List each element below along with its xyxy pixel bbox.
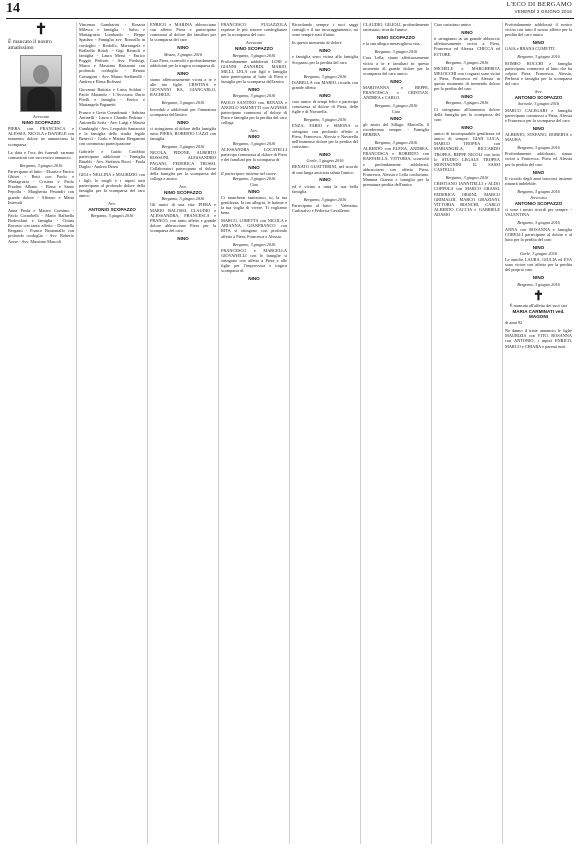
notice-text: Ricordando sempre i tuoi saggi consigli e il tuo incoraggiamento, mi sono sempre stati d'aiuto. xyxy=(292,22,358,38)
deceased-name: NINO xyxy=(177,45,189,51)
obituary-columns xyxy=(6,22,574,844)
notice-text: Le amiche LAURA, GIULIA ed EVA sono vicine con affetto per la perdita del proprio caro xyxy=(505,257,572,273)
deceased-name: NINO xyxy=(319,67,331,73)
deceased-name: NINO xyxy=(319,92,331,98)
notice-text: Ciao carissimo amico xyxy=(434,22,472,27)
deceased-name: NINO xyxy=(390,115,402,121)
notice-line: È mancata all'affetto dei suoi cari xyxy=(509,302,568,308)
notice-text: MICHELE e MARGHERITA MELOCCHI con i ragazzi sono vicini a Piera, Francesca ed Alessia in questo momento di tremendo dolore per la perdita del caro xyxy=(434,65,500,92)
notice-date: Mozzo, 3 giugno 2016 xyxy=(163,51,203,57)
deceased-name: NINO xyxy=(177,236,189,242)
notice-date: Bergamo, 3 giugno 2016 xyxy=(161,100,205,106)
notice-text: Profondamente addolorati, siamo vicini a Francesca, Piera ed Alessia per la perdita del caro xyxy=(505,151,572,167)
notice-date: Bergamo, 3 giugno 2016 xyxy=(445,59,489,65)
notice-text: In questo momento di dolore xyxy=(292,40,342,46)
deceased-name: NINO xyxy=(319,177,331,183)
notice-date: Bergamo, 3 giugno 2016 xyxy=(517,145,560,151)
column-5 xyxy=(290,22,361,844)
notice-date: Bergamo, 3 giugno 2016 xyxy=(303,73,347,79)
column-8 xyxy=(503,22,574,844)
publication-date: VENERDÌ 3 GIUGNO 2016 xyxy=(514,9,572,14)
notice-text: Anna Preda e Matteo Cornimo - Paolo Cornobelli - Mario Raffaella Bodeschini e famiglia - Chiara Ravasio con tanto affetto - Donatella Bergami - Franco Beatoniallo con profondo cordoglio - Avv. Roberto Arese - Avv. Massimo Mascoli xyxy=(8,207,74,244)
notice-text: NICOLA, PIDONE, ALBERTO ROSSONI, ALESSANDRO PAGANI, FEDERICA TROSSI. Collaboratori partecipano al dolore della famiglia per la scomparsa del collega e amico xyxy=(150,150,216,182)
notice-text: La data e l'ora dei funerali saranno comunicati con successivo annuncio. xyxy=(8,149,74,160)
notice-text: ed è vicino a tutta la sua bella famiglia. xyxy=(292,183,358,194)
notice-date: Bergamo, 3 giugno 2016 xyxy=(161,144,205,150)
notice-line: Avv. xyxy=(108,200,116,206)
notice-date: Bergamo, 3 giugno 2016 xyxy=(374,49,418,55)
notice-text: Partecipano al lutto: - Valentina, Carlosalvo e Federica Cavallerini xyxy=(292,202,358,214)
announcement-heading: È mancato il nostro amatissimo xyxy=(8,39,52,52)
notice-text: ci stringiamo al dolore della famiglia tutta. PIERA, ROBERTO CAZZI con famiglia. xyxy=(150,125,216,142)
notice-text: Giovanni Battista e Luisa Soldati - Paolo Marando - L'Avvocato Dario Pirelli e famiglia - Enrico e Mariangela Paganetti xyxy=(79,86,145,108)
notice-text: Cara Piera, sconvolti e profondamente addolorati per la tragica scomparsa di xyxy=(150,57,216,68)
deceased-name: NINO SCOPAZZO xyxy=(164,190,202,196)
page-header xyxy=(0,0,580,18)
deceased-name: NINO xyxy=(461,94,473,100)
deceased-name: NINO xyxy=(390,78,402,84)
notice-date: Bergamo, 3 giugno 2016 xyxy=(517,188,560,194)
notice-text: MARCO, LORETTA con NICOLA e ARIANNA, GIANFRANCO con RITA si stringono con profondo affetto a Piera, Francesca e Alessia. xyxy=(221,218,287,239)
portrait-photo xyxy=(20,55,62,112)
notice-line: Avv. xyxy=(534,89,543,95)
notice-date: Bergamo, 3 giugno 2016 xyxy=(90,213,134,219)
column-3 xyxy=(148,22,219,844)
notice-text: ALESSANDRA LOCATELLI partecipa commossa al dolore di Piera e dei familiari per la scomparsa di xyxy=(221,146,287,162)
column-7 xyxy=(432,22,503,844)
deceased-name: ANTONIO SCOPAZZO xyxy=(88,207,136,213)
deceased-name: NINO xyxy=(532,169,545,175)
deceased-name: NINO xyxy=(461,29,473,35)
deceased-name: NINO SCOPAZZO xyxy=(22,119,60,125)
notice-date: Bergamo, 3 giugno 2016 xyxy=(303,117,347,123)
notice-text: GAIA e BRANA CUMETTI. xyxy=(505,46,556,52)
notice-text: caro amico di tempi felici e partecipa commossa al dolore di Piera, delle figlie e di Nuvarella. xyxy=(292,99,358,115)
notice-text: FRANCESCO e MARCELLA GIOVANELLI con le famiglie si stringono con affetto a Piera e alle figlie per l'improvvisa e tragica scomparsa di xyxy=(221,247,287,274)
notice-date: Bergamo, 3 giugno 2016 xyxy=(232,176,276,182)
page-number: 14 xyxy=(6,1,20,16)
notice-text: CLAUDIO, GILIOLI, profondamente rattristato, ricorda l'amico xyxy=(363,22,429,33)
notice-date: Bergamo, 3 giugno 2016 xyxy=(445,100,489,106)
notice-date: Bergamo, 3 giugno 2016 xyxy=(517,281,560,287)
notice-date: Sorisole, 3 giugno 2016 xyxy=(517,101,560,107)
notice-text: Il ricordo degli anni trascorsi insieme rimarrà indelebile. xyxy=(505,175,572,186)
deceased-name: NINO xyxy=(461,124,473,130)
notice-quote: Il partecipare insieme nel cuore. xyxy=(221,171,277,177)
notice-date: Bergamo, 3 giugno 2016 xyxy=(232,241,276,247)
deceased-name: MARIA CARMINATI ved. MAGONI xyxy=(512,308,565,319)
notice-line: Avv. xyxy=(250,128,258,134)
notice-text: Ci stringiamo all'immenso dolore della famiglia per la scomparsa del caro xyxy=(434,106,500,122)
notice-line: Avv. xyxy=(179,184,187,189)
notice-text: e famiglia sono vicina alla famiglia Scopazzo per la perdita del caro xyxy=(292,54,358,65)
notice-text: Ci mancherai tantissimo, tu, la tua gentilezza, la tua allegria, le battute e la tua voglia di vivere. Ti vogliamo bene. xyxy=(221,194,287,216)
deceased-name: NINO xyxy=(532,275,545,281)
notice-text: Gabriele e Guido Carobbio partecipano addolorati - Famiglia Rinaldi - Avv. Stefania Rossi - Paola Daglio - Andrea Deiza xyxy=(79,148,145,170)
notice-text: Partecipano al lutto: - Elsaria e Enrico Ghisei - Betti con Paolo e Mariagrazia - Cristina e Paolo Praolini Albano - Elena e Santo Pepolla - Margherita Pesandri con grande dolore - Alfonso e Maria Intersoli xyxy=(8,168,74,205)
column-4 xyxy=(219,22,290,844)
notice-date: Gorle, 3 giugno 2016 xyxy=(520,250,557,256)
notice-text: MARIVANNA e BEPPE, FRANCESCA e CRISTIAN, ANDREA e CARLO. xyxy=(363,84,429,101)
notice-text: PAOLO SANTINO con RENATA e ANGELO MAINETTI con AGNESE partecipano commossi al dolore di Piera e famiglia per la perdita del caro collega xyxy=(221,99,287,126)
notice-text: GIGI e NELLINA e MAURIZIO con i figli, le mogli e i nipoti tutti partecipano al profondo dolore della famiglia per la scomparsa del caro amico xyxy=(79,172,145,199)
cross-icon: ✝ xyxy=(533,287,544,303)
notice-text: Profondamente addolorati LORI e GIANNI ZANARDI, MARIO, MILLI, LELA con figli e famiglia tutta partecipano al lutto di Piera e famiglia per la scomparsa dell'amico xyxy=(221,58,287,85)
notice-line: Avvocato xyxy=(32,113,50,119)
deceased-name: NINO xyxy=(248,276,260,282)
notice-text: Gli amici di una vita: PIERA e MARIO BALOSSI, CLAUDIO e ALESSANDRA, FRANCESCA e FRANCO, con tanto affetto e grande dolore abbracciano Piera per la scomparsa del caro xyxy=(150,202,216,234)
notice-text: di anni 92 xyxy=(505,320,523,326)
notice-text: ANNA con ROSANNA e famiglia CORELLI partecipano al dolore e al lutto per la perdita del caro xyxy=(505,226,572,242)
deceased-name: ANTONIO SCOPAZZO xyxy=(514,95,563,101)
notice-text: PIERA con FRANCESCA e ALESSIA, NICOLA e DANIELE con immenso dolore ne annunciano la scomparsa. xyxy=(8,126,74,147)
notice-text: siamo affettuosamente vicini a te e alle tue figlie. CRISTINA e GIOVANNI BA, GIANCARLO, RACHELE. xyxy=(150,77,216,98)
notice-text: FRANCESCO FUGAZZOLA esprime le più sincere condoglianze per la scomparsa del caro xyxy=(221,22,287,38)
deceased-name: ANTONIO SCOPAZZO xyxy=(514,201,563,207)
notice-text: Ne danno il triste annuncio le figlie MAURIZIA con VITO, ROSANNA con ANTONIO, i nipoti ENRICO, MARCO e CHIARA e parenti tutti. xyxy=(505,328,572,349)
deceased-name: NINO xyxy=(177,119,189,125)
notice-line: Ciao xyxy=(391,109,401,115)
notice-text: ENRICO e MARINA abbracciano con affetto Piera e partecipano commossi al dolore dei familiari per la scomparsa del caro xyxy=(150,22,216,43)
notice-line: Avvocato xyxy=(530,194,547,200)
header-rule xyxy=(6,18,574,19)
notice-date: Bergamo, 3 giugno 2016 xyxy=(374,139,418,145)
notice-text: ROMEO ROCCHI e famiglia partecipano commossi al lutto che ha colpito Piera, Francesca, Alessia, Perbosti e famiglia per la scomparsa del caro xyxy=(505,60,572,87)
notice-text: RENATO GUATTERINI, nel ricordo di una lunga amicizia saluta l'amico xyxy=(292,164,358,175)
notice-text: gli amici del Sillago: Marcella, li ricorderemo sempre. - Famiglia BERERA xyxy=(363,121,429,137)
deceased-name: NINO xyxy=(248,87,260,93)
notice-text: CRISTIANO IANNITELLI e ALDO COPPOLA con MARCO GRASSI, FEDERICA ORSINI, MARCO GRIMALDI, MARCO GRAZIANI, VITTORIA BIANCHI, CARLO ALBERTO CACCIA e GABRIELE ADAMO xyxy=(434,181,500,218)
notice-date: Bergamo, 3 giugno 2016 xyxy=(232,93,276,99)
notice-text: ci sono i nostri ricordi per sempre. - VALENTINA xyxy=(505,207,572,218)
notice-line: Ciao xyxy=(249,182,259,188)
notice-text: Franco e Greta Conadonati - Sabrina Antinelli - Laura e Claudio Pedrina - Antonella Sofia - Avv. Luigi e Marzia Cambiaghi - Avv. Leopoldo Santacotti e la famiglia dello studio legale Benecci - Carlo e Marina Bergamini con commosso partecipazione xyxy=(79,110,145,147)
notice-text: ENZA, FABIO e SIMONA si stringono con profondo affetto a Piera, Francesca, Alessia e Nuvarella nell'immenso dolore per la perdita del carissimo xyxy=(292,123,358,150)
cross-icon: ✝ xyxy=(34,22,48,38)
deceased-name: NINO xyxy=(248,164,260,170)
deceased-name: NINO xyxy=(532,40,545,46)
notice-date: Bergamo, 3 giugno 2016 xyxy=(517,54,560,60)
notice-text: ISABELLA con MARIO, ricorda con grande affetto xyxy=(292,79,358,90)
notice-text: Vincenza Gambarini - Rosaria Milesco e famiglia - Salvo e Mariagrazia Lombardo - Beppe Spadaro - Famiglia avv. Roncalla in cordoglio - Rodolfo, Mariangela e Raffaella Rotoli - Gigi Renzoli e famiglia - Laura Messi - Enrico Poggio Pedrotti - Avv. Pierluigi, Marco e Massimo Baizarani con profondo cordoglio - Renato Cornagoni - Avv. Mauro Steffanelli - Andrea e Elena Bolisani xyxy=(79,22,145,84)
notice-text: amico di incomparabile gentilezza ed amico di sempre. GIAN LUCA, MARCO TROPEA con MARIANGELA, RICCARDO TROPEA, BEPPE NICOLI con tutto lo STUDIO LEGALE TROPEA MONTAGNINI IL SASSI CASTELLI. xyxy=(434,131,500,173)
deceased-name: NINO xyxy=(177,70,189,76)
deceased-name: NINO SCOPAZZO xyxy=(377,35,415,41)
notice-date: Bergamo, 3 giugno 2016 xyxy=(19,162,63,168)
publication-name: L'ECO DI BERGAMO xyxy=(506,1,572,8)
notice-date: Gorle, 3 giugno 2016 xyxy=(306,158,344,164)
deceased-name: NINO xyxy=(532,244,545,250)
notice-date: Bergamo, 3 giugno 2016 xyxy=(161,196,205,202)
notice-text: Cara Lella, siamo affettuosamente vicini a te e familiari in questo momento di grande dolore per la scomparsa del caro amico xyxy=(363,55,429,76)
deceased-name: NINO SCOPAZZO xyxy=(235,46,273,52)
notice-text: ALBERTO, STEFANO, ROBERTA e MAURA xyxy=(505,132,572,143)
notice-text: Increduli e addolorati per l'immatura scomparsa dell'amico xyxy=(150,106,216,117)
notice-date: Bergamo, 3 giugno 2016 xyxy=(232,52,276,58)
notice-text: Profondamente addolorati il nostro vicino con tutto il nostro affetto per la perdita del caro amico xyxy=(505,22,572,38)
notice-date: Bergamo, 3 giugno 2016 xyxy=(374,103,418,109)
notice-date: Bergamo, 3 giugno 2016 xyxy=(445,175,489,181)
notice-line: Avvocato xyxy=(245,40,263,46)
notice-text: ALBERTO con ELENA, ANDREA, FRANCESCA e ROBERTO con RAFFAELLA, VITTORIA, sconvolti e profondamente addolorati, abbracciano con affetto Piera, Francesca, Alessia e Lella confortano. Mamma Gianna e famiglia per la prematura perdita dell'amico xyxy=(363,146,429,188)
deceased-name: NINO xyxy=(532,125,545,131)
notice-date: Bergamo, 3 giugno 2016 xyxy=(517,220,560,226)
deceased-name: NINO xyxy=(319,152,331,158)
column-2 xyxy=(77,22,148,844)
deceased-name: NINO xyxy=(248,134,260,140)
notice-date: Bergamo, 3 giugno 2016 xyxy=(303,196,347,202)
notice-text: ti stringiamo in un grande abbraccio affettuosamente vicini a Piera, Francesca ed Alessia. CHICCA ed ETTORE. xyxy=(434,36,500,57)
column-6 xyxy=(361,22,432,844)
deceased-name: NINO xyxy=(319,48,331,54)
notice-date: Bergamo, 3 giugno 2016 xyxy=(232,140,276,146)
column-1 xyxy=(6,22,77,844)
deceased-name: NINO xyxy=(248,188,260,194)
notice-text: e la sua allegra meravigliosa vita. xyxy=(363,41,421,47)
notice-text: MARCO CALEGARI e famiglia partecipano commossi a Piera, Alessia e Francesca per la scomparsa del caro xyxy=(505,107,572,123)
